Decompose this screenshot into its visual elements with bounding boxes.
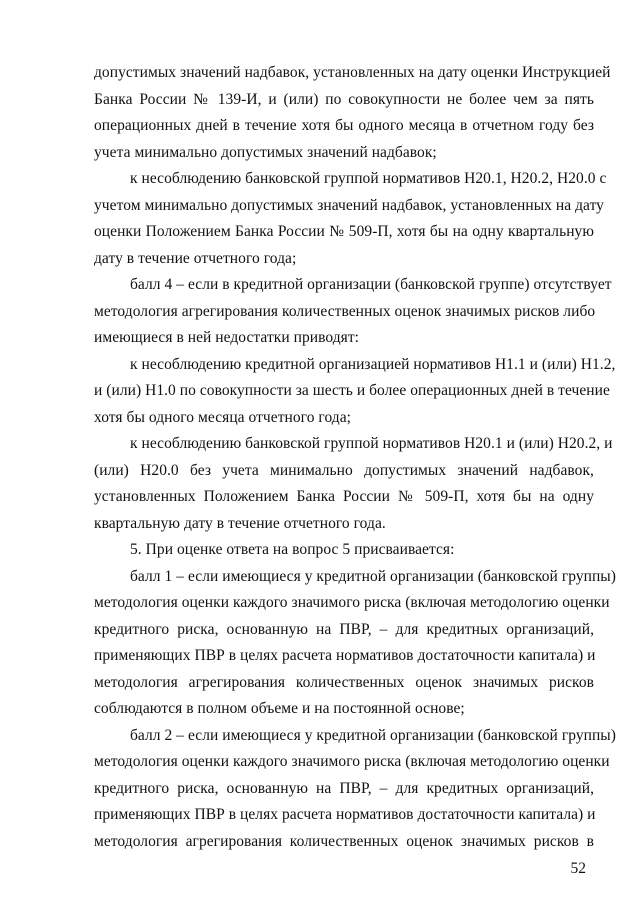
- text-line: кредитного риска, основанную на ПВР, – для кредитных организаций,: [94, 779, 594, 797]
- document-body: [94, 60, 616, 855]
- text-line: оценки Положением Банка России № 509-П, хотя бы на одну квартальную: [94, 223, 594, 240]
- text-line: применяющих ПВР в целях расчета нормативов достаточности капитала) и: [94, 806, 596, 823]
- text-line: балл 1 – если имеющиеся у кредитной организации (банковской группы): [130, 567, 616, 585]
- text-line: 5. При оценке ответа на вопрос 5 присваивается:: [130, 541, 455, 558]
- text-line: методология оценки каждого значимого риска (включая методологию оценки: [94, 753, 610, 770]
- text-line: учетом минимально допустимых значений надбавок, установленных на дату: [94, 196, 604, 214]
- text-line: имеющиеся в ней недостатки приводят:: [94, 329, 360, 346]
- text-line: хотя бы одного месяца отчетного года;: [94, 408, 352, 426]
- text-line: допустимых значений надбавок, установленных на дату оценки Инструкцией: [94, 64, 611, 81]
- text-line: применяющих ПВР в целях расчета нормативов достаточности капитала) и: [94, 647, 596, 664]
- text-line: учета минимально допустимых значений надбавок;: [94, 143, 437, 161]
- text-line: операционных дней в течение хотя бы одного месяца в отчетном году без: [94, 117, 594, 134]
- text-line: балл 2 – если имеющиеся у кредитной организации (банковской группы): [130, 726, 616, 744]
- text-line: установленных Положением Банка России № 509-П, хотя бы на одну: [94, 488, 594, 505]
- page-number: 52: [570, 860, 586, 877]
- text-line: к несоблюдению банковской группой нормативов Н20.1 и (или) Н20.2, и: [130, 435, 613, 452]
- text-line: методология агрегирования количественных оценок значимых рисков либо: [94, 302, 596, 320]
- text-line: и (или) Н1.0 по совокупности за шесть и более операционных дней в течение: [94, 382, 610, 399]
- text-line: к несоблюдению кредитной организацией нормативов Н1.1 и (или) Н1.2,: [130, 355, 616, 373]
- text-line: квартальную дату в течение отчетного года.: [94, 514, 386, 532]
- text-line: к несоблюдению банковской группой нормативов Н20.1, Н20.2, Н20.0 с: [130, 170, 607, 187]
- text-line: балл 4 – если в кредитной организации (банковской группе) отсутствует: [130, 276, 612, 293]
- text-line: (или) Н20.0 без учета минимально допустимых значений надбавок,: [94, 461, 594, 479]
- text-line: дату в течение отчетного года;: [94, 249, 297, 267]
- text-line: методология агрегирования количественных оценок значимых рисков в: [94, 832, 594, 850]
- text-line: соблюдаются в полном объеме и на постоянной основе;: [94, 700, 465, 717]
- text-line: Банка России № 139-И, и (или) по совокупности не более чем за пять: [94, 90, 594, 108]
- text-line: методология оценки каждого значимого риска (включая методологию оценки: [94, 594, 610, 611]
- text-line: методология агрегирования количественных оценок значимых рисков: [94, 673, 594, 691]
- text-line: кредитного риска, основанную на ПВР, – для кредитных организаций,: [94, 620, 594, 638]
